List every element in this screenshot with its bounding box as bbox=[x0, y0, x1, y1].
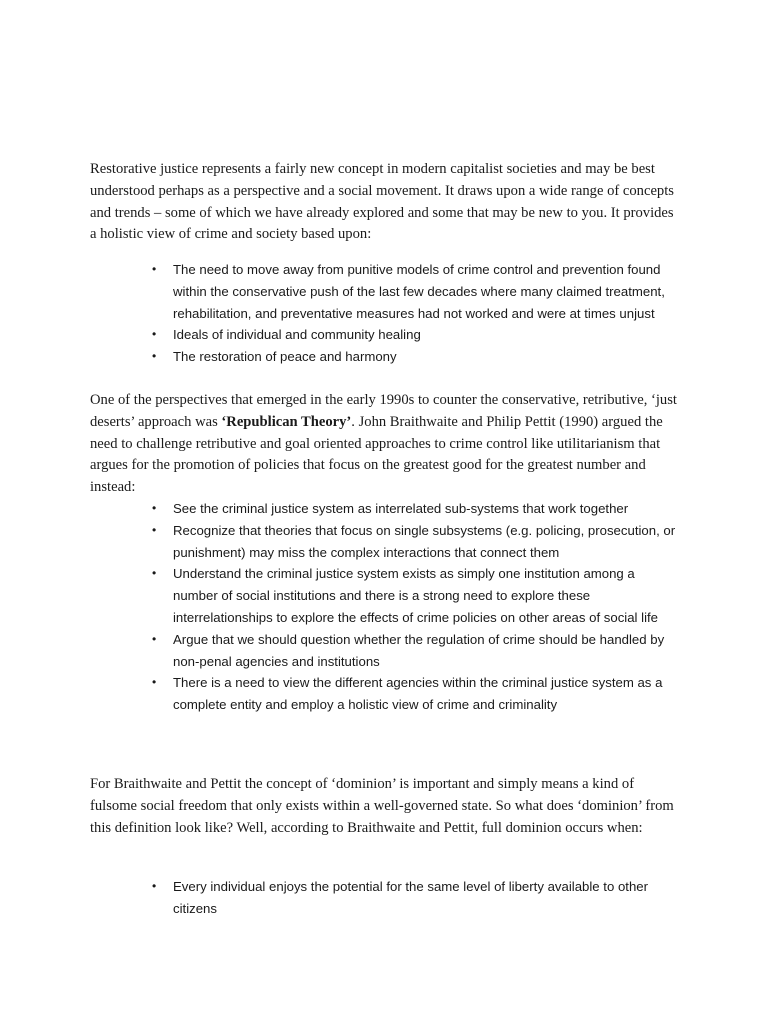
bullet-icon: • bbox=[152, 349, 157, 364]
list-item: • The restoration of peace and harmony bbox=[173, 346, 683, 368]
bullet-icon: • bbox=[152, 522, 157, 537]
list-item: • Ideals of individual and community healing bbox=[173, 324, 683, 346]
list-item: • See the criminal justice system as interrelated sub-systems that work together bbox=[173, 498, 683, 520]
bullet-icon: • bbox=[152, 879, 157, 893]
dominion-list bbox=[0, 876, 768, 920]
restorative-basis-list bbox=[0, 259, 768, 368]
list-item: • Understand the criminal justice system exists as simply one institution among a number of social institutions and there is a strong need to explore these interrelationships to explore the effects of crime policies on other areas of social life bbox=[173, 563, 683, 628]
list-item: • Recognize that theories that focus on single subsystems (e.g. policing, prosecution, or punishment) may miss the complex interactions that connect them bbox=[173, 520, 683, 564]
bullet-icon: • bbox=[152, 675, 157, 690]
list-item: • There is a need to view the different agencies within the criminal justice system as a complete entity and employ a holistic view of crime and criminality bbox=[173, 672, 683, 716]
bullet-icon: • bbox=[152, 501, 157, 515]
list-item: • Argue that we should question whether the regulation of crime should be handled by non-penal agencies and institutions bbox=[173, 629, 683, 673]
bullet-icon: • bbox=[152, 327, 157, 342]
bullet-icon: • bbox=[152, 566, 157, 581]
bullet-icon: • bbox=[152, 262, 157, 276]
republican-theory-paragraph: One of the perspectives that emerged in the early 1990s to counter the conservative, retributive, ‘just deserts’ approach was ‘Republican Theory’. John Braithwaite and Philip Pettit (1990) argued the need to challenge retributive and goal oriented approaches to crime control like utilitarianism that argues for the promotion of policies that focus on the greatest good for the greatest number and instead: bbox=[90, 392, 677, 496]
intro-paragraph: Restorative justice represents a fairly new concept in modern capitalist societies and may be best understood perhaps as a perspective and a social movement. It draws upon a wide range of concepts and trends – some of which we have already explored and some that may be new to you. It provides a holistic view of crime and society based upon: bbox=[90, 161, 674, 243]
list-item: • Every individual enjoys the potential for the same level of liberty available to other citizens bbox=[173, 876, 683, 920]
approach-list bbox=[0, 498, 768, 716]
list-item: • The need to move away from punitive models of crime control and prevention found within the conservative push of the last few decades where many claimed treatment, rehabilitation, and preventative measures had not worked and were at times unjust bbox=[173, 259, 683, 324]
dominion-paragraph: For Braithwaite and Pettit the concept of ‘dominion’ is important and simply means a kind of fulsome social freedom that only exists within a well-governed state. So what does ‘dominion’ from this definition look like? Well, according to Braithwaite and Pettit, full dominion occurs when: bbox=[90, 776, 674, 836]
bullet-icon: • bbox=[152, 631, 157, 646]
republican-theory-term: ‘Republican Theory’ bbox=[221, 413, 352, 430]
